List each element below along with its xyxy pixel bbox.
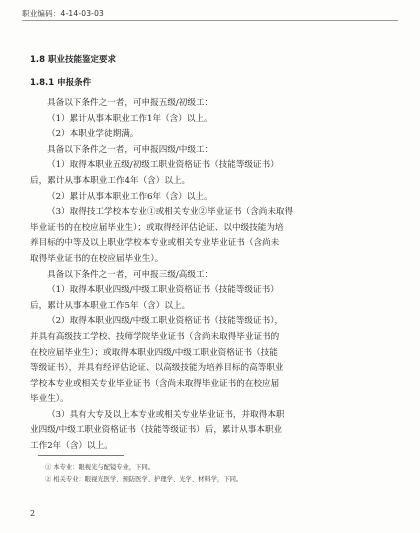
occupation-code-header: 职业编码：4-14-03-03 — [22, 9, 105, 18]
body-line: 养目标的中等及以上职业学校本专业或相关专业毕业证书（含尚未 — [30, 238, 280, 249]
body-line: 业四级/中级工职业资格证书（技能等级证书）后，累计从事本职业 — [30, 425, 283, 436]
body-line: 工作2年（含）以上。 — [30, 441, 113, 452]
body-line: 毕业生）。 — [30, 394, 69, 405]
body-line: （3）取得技工学校本专业①或相关专业②毕业证书（含尚未取得 — [47, 207, 294, 218]
header-divider — [22, 20, 398, 21]
body-line: 取得毕业证书的在校应届毕业生）。 — [30, 253, 164, 264]
body-line: （2）累计从事本职业工作6年（含）以上。 — [47, 191, 213, 202]
section-title: 1.8 职业技能鉴定要求 — [30, 55, 117, 65]
body-line: 具备以下条件之一者，可申报三级/高级工： — [47, 269, 214, 280]
body-text — [30, 96, 390, 455]
footnote-divider — [38, 455, 124, 456]
body-line: 在校应届毕业生）；或取得本职业四级/中级工职业资格证书（技能 — [30, 347, 278, 358]
footnote-2: ② 相关专业：眼视光医学、预防医学、护理学、光学、材料学，下同。 — [45, 476, 243, 483]
body-line: （2）取得本职业四级/中级工职业资格证书（技能等级证书）， — [47, 316, 284, 327]
body-line: 后，累计从事本职业工作4年（含）以上。 — [30, 175, 191, 186]
body-line: 具备以下条件之一者，可申报四级/中级工： — [47, 144, 214, 155]
body-line: 并具有高级技工学校、技师学院毕业证书（含尚未取得毕业证书的 — [30, 331, 280, 342]
body-line: 具备以下条件之一者，可申报五级/初级工： — [47, 98, 214, 108]
body-line: （3）具有大专及以上本专业或相关专业毕业证书，并取得本职 — [47, 409, 285, 420]
body-line: （1）取得本职业五级/初级工职业资格证书（技能等级证书） — [47, 160, 279, 171]
body-line: 后，累计从事本职业工作5年（含）以上。 — [30, 300, 191, 311]
body-line: （1）取得本职业四级/中级工职业资格证书（技能等级证书） — [47, 285, 279, 296]
body-line: （2）本职业学徒期满。 — [47, 129, 139, 140]
footnote-1: ① 本专业：眼视光与配镜专业，下同。 — [45, 464, 155, 471]
body-line: 毕业证书的在校应届毕业生）；或取得经评估论证、以中级技能为培 — [30, 222, 284, 233]
body-line: （1）累计从事本职业工作1年（含）以上。 — [47, 113, 213, 124]
body-line: 学校本专业或相关专业毕业证书（含尚未取得毕业证书的在校应届 — [30, 378, 280, 389]
page-number: 2 — [30, 509, 36, 518]
subsection-title: 1.8.1 申报条件 — [30, 78, 92, 88]
body-line: 等级证书），并具有经评估论证、以高级技能为培养目标的高等职业 — [30, 363, 284, 374]
footnotes — [45, 462, 242, 486]
